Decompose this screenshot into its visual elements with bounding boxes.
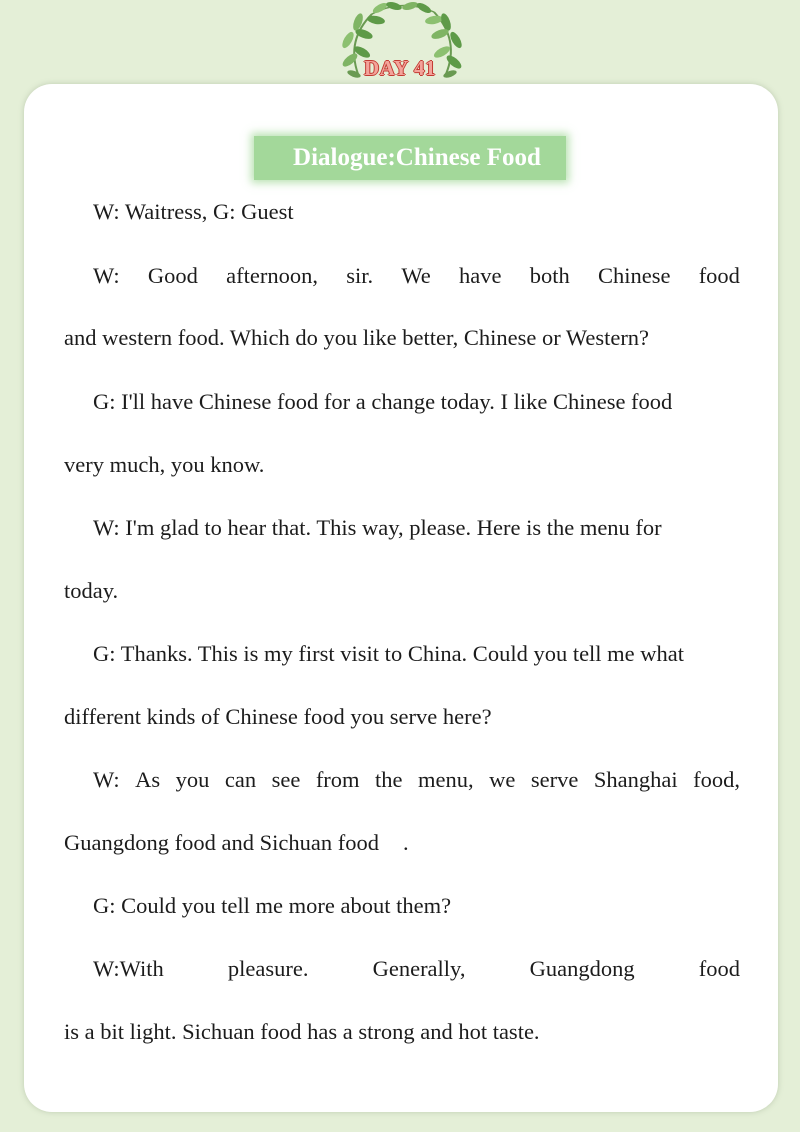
word: we [489,767,516,792]
page-title: Dialogue:Chinese Food [293,144,541,171]
word: have [458,263,502,288]
dialogue-line: G: Thanks. This is my first visit to China. Could you tell me what [93,641,685,666]
dialogue-line: W: I'm glad to hear that. This way, please. Here is the menu for [93,515,662,540]
line-text: Guangdong food and Sichuan food [64,830,379,855]
word: Shanghai [593,767,678,792]
dialogue-line: W: Waitress, G: Guest [93,199,294,224]
dialogue-line: is a bit light. Sichuan food has a strong and hot taste. [64,1019,540,1044]
word: Generally, [372,956,466,981]
word: you [175,767,210,792]
word: W:With [93,956,164,981]
word: can [224,767,257,792]
dialogue-line [93,766,740,794]
word: both [529,263,570,288]
word: food [698,263,740,288]
word: Good [147,263,198,288]
dialogue-line [93,262,740,290]
dialogue-line [93,955,740,983]
dialogue-line: G: Could you tell me more about them? [93,893,452,918]
dialogue-line: and western food. Which do you like better, Chinese or Western? [64,325,650,350]
dialogue-line: today. [64,578,119,603]
word: afternoon, [226,263,318,288]
word: sir. [346,263,374,288]
dialogue-line: very much, you know. [64,452,265,477]
word: from [315,767,360,792]
dialogue-line: G: I'll have Chinese food for a change today. I like Chinese food [93,389,673,414]
word: W: [93,263,120,288]
word: serve [530,767,579,792]
word: As [135,767,161,792]
dialogue-line: different kinds of Chinese food you serve here? [64,704,492,729]
word: food [698,956,740,981]
word: Chinese [597,263,671,288]
word: Guangdong [529,956,635,981]
word: food, [693,767,740,792]
dialogue-line [64,829,740,857]
word: pleasure. [227,956,309,981]
word: We [401,263,431,288]
word: see [271,767,301,792]
word: the [375,767,403,792]
word: W: [93,767,120,792]
title-banner [254,136,566,180]
word: menu, [418,767,474,792]
day-badge: DAY 41 [363,56,437,80]
line-period: . [402,830,409,855]
